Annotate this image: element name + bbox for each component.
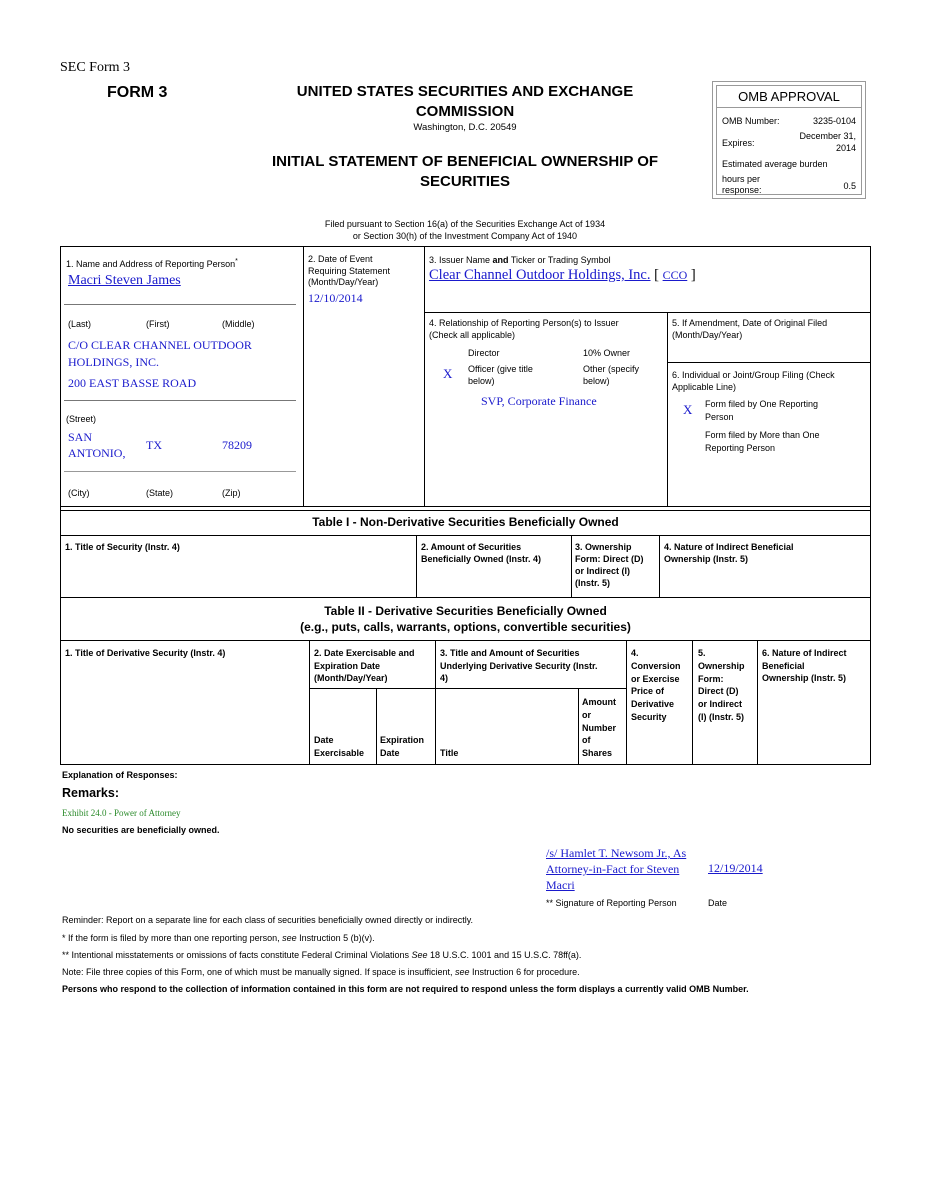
omb-validity-note: Persons who respond to the collection of information contained in this form are not required to respond unless the form displays a currently valid OMB Number.: [62, 984, 749, 994]
sub-amount-line3: Number: [582, 722, 617, 733]
ten-percent-owner-label: 10% Owner: [583, 348, 631, 358]
middle-label: (Middle): [222, 319, 255, 329]
sub-exp-line1: Expiration: [380, 735, 425, 745]
reminder-note: Reminder: Report on a separate line for each class of securities beneficially owned directly or indirectly.: [62, 915, 474, 925]
box6-label-line1: 6. Individual or Joint/Group Filing (Check: [672, 370, 835, 380]
box4-label-line2: (Check all applicable): [429, 330, 516, 340]
signature-label: ** Signature of Reporting Person: [546, 898, 677, 908]
city-value: [68, 429, 125, 461]
state-label: (State): [146, 488, 174, 498]
box1-label: [66, 256, 238, 270]
table2-col3-line1: 3. Title and Amount of Securities: [440, 648, 580, 658]
event-date: 12/10/2014: [308, 291, 363, 305]
table2-col4-line5: Derivative: [631, 699, 675, 710]
omb-hours-value: 0.5: [843, 181, 856, 191]
multi-person-line2: Reporting Person: [705, 443, 776, 453]
table1-col3-line1: 3. Ownership: [575, 542, 632, 552]
table2-col5-line6: (I) (Instr. 5): [698, 711, 745, 722]
table1-col3-line3: or Indirect (I): [575, 566, 631, 576]
table2-col2-line1: 2. Date Exercisable and: [314, 648, 415, 658]
table2-col4-line2: Conversion: [631, 660, 681, 671]
agency-header: [250, 82, 680, 192]
footnote-3-pre: Note: File three copies of this Form, one of which must be manually signed. If space is insufficient,: [62, 967, 456, 977]
omb-number-value: 3235-0104: [812, 116, 856, 126]
address-line2: HOLDINGS, INC.: [68, 355, 159, 369]
agency-line2: COMMISSION: [415, 103, 515, 120]
table1-col1: 1. Title of Security (Instr. 4): [65, 542, 180, 552]
omb-hours-label: [722, 174, 762, 196]
statement-line1: INITIAL STATEMENT OF BENEFICIAL OWNERSHIP OF: [271, 153, 659, 170]
omb-expires-value: [799, 130, 856, 154]
ticker-link[interactable]: CCO: [662, 268, 688, 282]
table2-col1: 1. Title of Derivative Security (Instr. 4): [65, 648, 226, 658]
signature-line2: Attorney-in-Fact for Steven: [546, 862, 680, 876]
box1-label-text: 1. Name and Address of Reporting Person: [66, 259, 236, 269]
table2-sub-expiration: [380, 734, 424, 759]
city-line1: SAN: [68, 430, 93, 444]
agency-location: Washington, D.C. 20549: [413, 122, 517, 133]
one-person-line2: Person: [705, 412, 734, 422]
table2-sub-date-exercisable: [314, 734, 364, 759]
box3-label-pre: 3. Issuer Name: [429, 255, 493, 265]
footnote-1: [62, 932, 375, 944]
sub-amount-line1: Amount: [582, 697, 616, 707]
table1-col2-line1: 2. Amount of Securities: [421, 542, 522, 552]
table2-col5-line4: Direct (D): [698, 686, 739, 697]
remarks-label: Remarks:: [62, 786, 119, 800]
issuer-line: [429, 267, 696, 284]
table1-col4: [664, 541, 794, 565]
sub-amount-line5: Shares: [582, 748, 613, 759]
form-title: FORM 3: [107, 84, 168, 101]
footnote-3-see: see: [455, 967, 470, 977]
table2-col6: [762, 647, 847, 685]
ticker-bracket-open: [: [654, 267, 659, 283]
box1-asterisk: *: [235, 258, 238, 265]
multi-person-option: [705, 429, 820, 455]
table2-col3: [440, 647, 598, 685]
footnote-2-see: See: [411, 950, 428, 960]
reporting-person-name-link[interactable]: Macri Steven James: [68, 273, 181, 288]
table2-col2: [314, 647, 415, 685]
zip-label: (Zip): [222, 488, 241, 498]
issuer-name-link[interactable]: Clear Channel Outdoor Holdings, Inc.: [429, 267, 651, 283]
box4-label: [429, 317, 619, 341]
filed-pursuant: [250, 218, 680, 242]
table2-col5-line1: 5.: [698, 648, 706, 658]
table2-sub-amount: [582, 696, 616, 760]
footnote-1-post: Instruction 5 (b)(v).: [296, 933, 375, 943]
sec-form-label: SEC Form 3: [60, 60, 131, 75]
filed-line2: or Section 30(h) of the Investment Company Act of 1940: [352, 231, 578, 241]
omb-expires-value-line2: 2014: [835, 143, 856, 153]
box3-label-and: and: [492, 255, 509, 265]
table2-title: [60, 603, 871, 635]
state-value: TX: [146, 438, 162, 452]
sub-amount-line2: or: [582, 709, 591, 720]
officer-label-line2: below): [468, 376, 495, 386]
footnote-3: [62, 966, 580, 978]
other-label-line1: Other (specify: [583, 364, 640, 374]
table2-sub-title: Title: [440, 748, 459, 758]
table2-col6-line3: Ownership (Instr. 5): [762, 673, 847, 683]
table2-col3-line2: Underlying Derivative Security (Instr.: [440, 660, 598, 671]
table1-col2: [421, 541, 541, 565]
filed-line1: Filed pursuant to Section 16(a) of the Securities Exchange Act of 1934: [324, 219, 606, 229]
box5-label-line1: 5. If Amendment, Date of Original Filed: [672, 318, 828, 328]
sub-exp-line2: Date: [380, 747, 400, 758]
box3-label-post: Ticker or Trading Symbol: [508, 255, 611, 265]
signature-line1: /s/ Hamlet T. Newsom Jr., As: [546, 846, 687, 860]
table2-col5: [698, 647, 745, 724]
table2-col5-line3: Form:: [698, 673, 724, 684]
box4-label-line1: 4. Relationship of Reporting Person(s) to Issuer: [429, 318, 619, 328]
first-label: (First): [146, 319, 170, 329]
omb-approval-box: [712, 81, 866, 199]
director-label: Director: [468, 348, 500, 358]
box6-label: [672, 369, 835, 393]
address-line3: 200 EAST BASSE ROAD: [68, 376, 197, 390]
table2-col6-line1: 6. Nature of Indirect: [762, 648, 847, 658]
officer-label-line1: Officer (give title: [468, 364, 533, 374]
omb-burden-label: Estimated average burden: [722, 159, 828, 169]
table2-col4-line6: Security: [631, 711, 667, 722]
sub-amount-line4: of: [582, 735, 591, 746]
address-line1: C/O CLEAR CHANNEL OUTDOOR: [68, 338, 252, 352]
box2-label-line1: 2. Date of Event: [308, 254, 373, 264]
footnote-1-pre: * If the form is filed by more than one reporting person,: [62, 933, 283, 943]
table2-col3-line3: 4): [440, 673, 449, 683]
other-label: [583, 363, 639, 387]
table2-title-line1: Table II - Derivative Securities Beneficially Owned: [324, 604, 607, 618]
last-label: (Last): [68, 319, 92, 329]
omb-hours-label-line2: response:: [722, 185, 762, 195]
table2-title-line2: (e.g., puts, calls, warrants, options, convertible securities): [300, 620, 631, 634]
multi-person-line1: Form filed by More than One: [705, 430, 820, 440]
table1-col2-line2: Beneficially Owned (Instr. 4): [421, 554, 542, 564]
city-line2: ANTONIO,: [68, 446, 126, 460]
one-person-checkmark: X: [683, 402, 693, 417]
omb-hours-label-line1: hours per: [722, 174, 761, 184]
box2-label-line2: Requiring Statement: [308, 265, 391, 276]
table2-col5-line2: Ownership: [698, 660, 745, 671]
table1-col3: [575, 541, 644, 589]
table2-col6-line2: Beneficial: [762, 660, 805, 671]
table1-col4-line1: 4. Nature of Indirect Beneficial: [664, 542, 794, 552]
ticker-bracket-close: ]: [690, 267, 696, 283]
exhibit-note: Exhibit 24.0 - Power of Attorney: [62, 808, 181, 818]
footnote-2-pre: ** Intentional misstatements or omissions of facts constitute Federal Criminal Violations: [62, 950, 412, 960]
table1-col4-line2: Ownership (Instr. 5): [664, 554, 749, 564]
table1-title: Table I - Non-Derivative Securities Beneficially Owned: [312, 515, 619, 529]
table2-col2-line3: (Month/Day/Year): [314, 673, 388, 683]
sub-date-ex-line1: Date: [314, 735, 334, 745]
signature-date: 12/19/2014: [708, 861, 763, 875]
table1-col3-line2: Form: Direct (D): [575, 554, 644, 564]
omb-number-label: OMB Number:: [722, 116, 780, 126]
one-person-option: [705, 398, 818, 424]
signature-line3: Macri: [546, 878, 575, 892]
zip-value: 78209: [222, 438, 252, 452]
omb-expires-value-line1: December 31,: [799, 131, 856, 141]
footnote-2: [62, 949, 581, 961]
agency-line1: UNITED STATES SECURITIES AND EXCHANGE: [296, 83, 634, 100]
statement-line2: SECURITIES: [419, 173, 510, 190]
footnote-1-see: see: [282, 933, 297, 943]
city-label: (City): [68, 488, 90, 498]
table2-col2-line2: Expiration Date: [314, 660, 381, 671]
footnote-2-post: 18 U.S.C. 1001 and 15 U.S.C. 78ff(a).: [427, 950, 582, 960]
table1-col3-line4: (Instr. 5): [575, 578, 611, 588]
box6-label-line2: Applicable Line): [672, 382, 737, 392]
table2-col5-line5: or Indirect: [698, 699, 743, 710]
no-securities-note: No securities are beneficially owned.: [62, 825, 220, 835]
footnote-3-post: Instruction 6 for procedure.: [469, 967, 580, 977]
explanation-label: Explanation of Responses:: [62, 770, 178, 780]
box5-label-line2: (Month/Day/Year): [672, 330, 743, 340]
omb-expires-label: Expires:: [722, 138, 755, 148]
table2-col4-line3: or Exercise: [631, 673, 680, 684]
street-label: (Street): [66, 414, 97, 424]
officer-title: SVP, Corporate Finance: [481, 394, 597, 408]
signature-link[interactable]: [546, 845, 686, 893]
sub-date-ex-line2: Exercisable: [314, 747, 365, 758]
table2-col4-line1: 4.: [631, 648, 639, 658]
address-block: [68, 337, 252, 392]
box3-label: [429, 254, 611, 266]
officer-label: [468, 363, 533, 387]
officer-checkmark: X: [443, 366, 453, 381]
table2-col4-line4: Price of: [631, 686, 665, 697]
box5-label: [672, 317, 827, 341]
omb-title: OMB APPROVAL: [717, 86, 861, 108]
table2-col4: [631, 647, 681, 724]
signature-date-label: Date: [708, 898, 728, 908]
one-person-line1: Form filed by One Reporting: [705, 399, 819, 409]
other-label-line2: below): [583, 376, 610, 386]
box2-label-line3: (Month/Day/Year): [308, 277, 379, 287]
box2-label: [308, 254, 390, 289]
